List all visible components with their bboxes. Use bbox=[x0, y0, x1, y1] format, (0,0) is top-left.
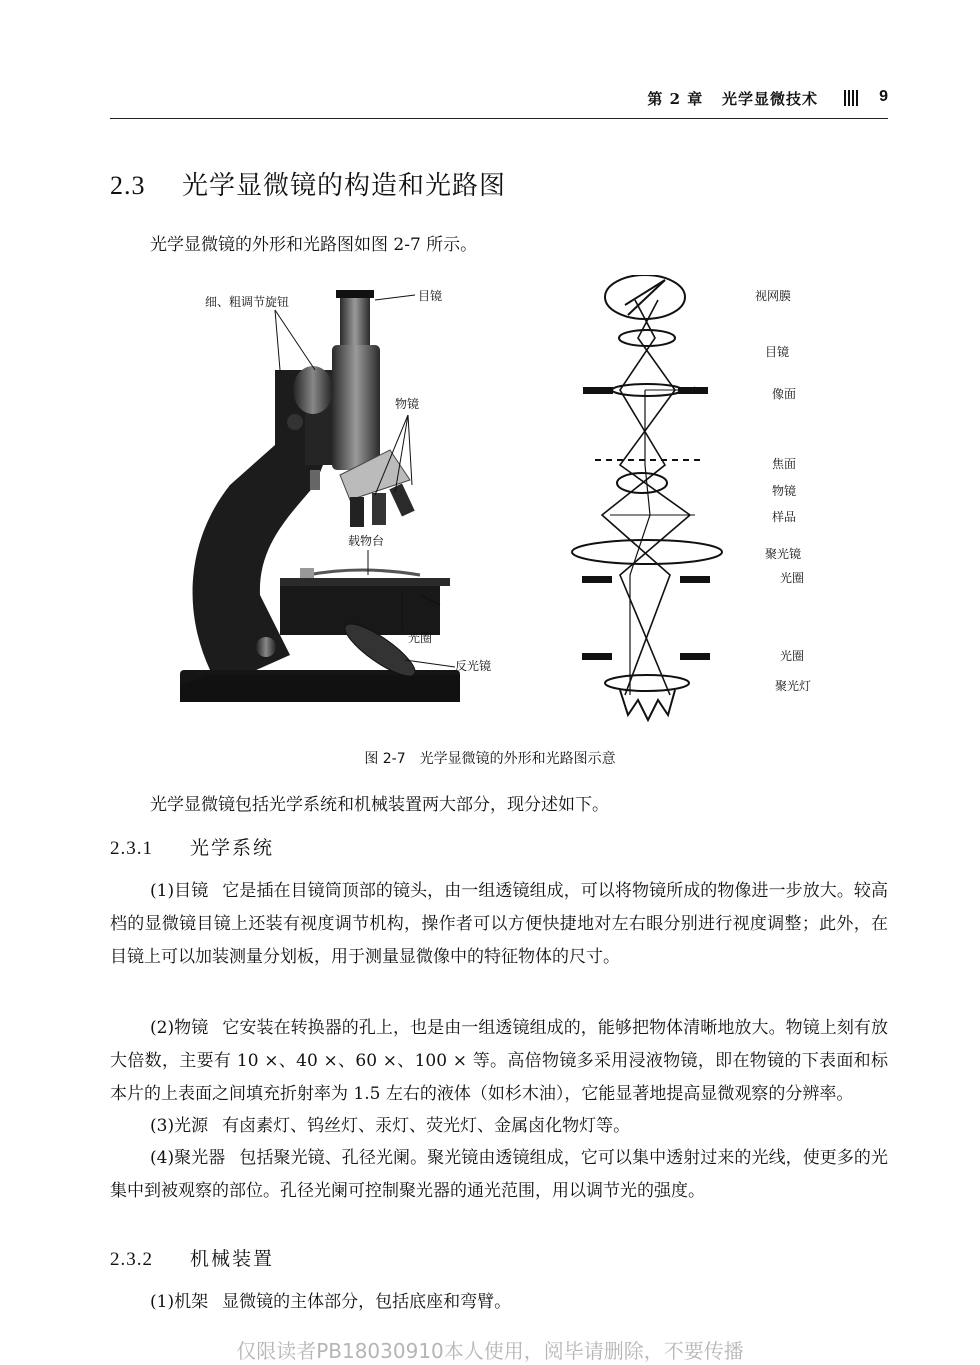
label-retina: 视网膜 bbox=[755, 289, 792, 303]
running-header bbox=[110, 88, 888, 112]
label-lamp: 聚光灯 bbox=[775, 679, 812, 693]
text-eyepiece: 它是插在目镜筒顶部的镜头，由一组透镜组成，可以将物镜所成的物像进一步放大。较高档的显微镜目镜上还装有视度调节机构，操作者可以方便快捷地对左右眼分别进行视度调整；此外，在目镜上可以加装测量分划板，用于测量显微像中的特征物体的尺寸。 bbox=[110, 881, 888, 967]
watermark: 仅限读者PB18030910本人使用，阅毕请删除，不要传播 bbox=[236, 1339, 744, 1363]
coarse-knob bbox=[293, 366, 333, 414]
label-objective: 物镜 bbox=[395, 397, 420, 411]
label-lp-objective: 物镜 bbox=[772, 484, 797, 498]
summary-paragraph: 光学显微镜包括光学系统和机械装置两大部分，现分述如下。 bbox=[150, 795, 609, 815]
figure-2-7 bbox=[150, 275, 850, 745]
eyepiece-tube bbox=[340, 290, 370, 350]
page-number: 9 bbox=[879, 88, 888, 105]
section-title: 光学显微镜的构造和光路图 bbox=[182, 171, 507, 201]
eye-retina bbox=[605, 275, 685, 319]
label-knob: 细、粗调节旋钮 bbox=[205, 295, 290, 309]
image-plane-bar-left bbox=[583, 387, 613, 394]
stage-plate bbox=[280, 578, 450, 586]
lamp-filament bbox=[620, 690, 675, 720]
objective-lens-1 bbox=[350, 497, 364, 527]
subsection-heading-2 bbox=[110, 1244, 274, 1271]
body-tube bbox=[332, 345, 380, 470]
label-image-plane: 像面 bbox=[772, 387, 797, 401]
term-light-source: (3)光源 bbox=[150, 1116, 209, 1136]
fine-knob bbox=[287, 414, 303, 430]
text-condenser: 包括聚光镜、孔径光阑。聚光镜由透镜组成，它可以集中透射过来的光线，使更多的光集中到被观察的部位。孔径光阑可控制聚光器的通光范围，用以调节光的强度。 bbox=[110, 1148, 888, 1201]
objective-lens-3 bbox=[389, 483, 414, 516]
header-chapter-number: 第 2 章 bbox=[647, 90, 704, 108]
light-path-diagram bbox=[572, 275, 811, 720]
subsection-title-1: 光学系统 bbox=[190, 837, 275, 859]
text-objective: 它安装在转换器的孔上，也是由一组透镜组成的，能够把物体清晰地放大。物镜上刻有放大倍数，主要有 10 ×、40 ×、60 ×、100 × 等。高倍物镜多采用浸液物镜，即在物镜的下表面和标本片的上表面之间填充折射率为 1.5 左右的液体（如杉木油），它能显著地提高显微观察的分辨率。 bbox=[110, 1018, 888, 1104]
lamp-lens bbox=[605, 675, 689, 691]
subsection-title-2: 机械装置 bbox=[190, 1248, 275, 1270]
term-condenser: (4)聚光器 bbox=[150, 1148, 226, 1168]
item-objective bbox=[110, 1012, 888, 1111]
caption-text: 光学显微镜的外形和光路图示意 bbox=[419, 751, 616, 767]
term-eyepiece: (1)目镜 bbox=[150, 881, 209, 901]
diaphragm-bar-right-1 bbox=[680, 576, 710, 583]
intro-paragraph: 光学显微镜的外形和光路图如图 2-7 所示。 bbox=[150, 235, 478, 255]
label-sample: 样品 bbox=[772, 510, 797, 524]
microscope-illustration bbox=[180, 288, 491, 702]
subsection-number-1: 2.3.1 bbox=[110, 838, 153, 859]
label-diaphragm-2: 光圈 bbox=[780, 649, 805, 663]
diaphragm-bar-left-1 bbox=[582, 576, 612, 583]
label-stage: 载物台 bbox=[348, 534, 385, 548]
microscope-figure bbox=[150, 275, 850, 745]
label-diaphragm-1: 光圈 bbox=[780, 571, 805, 585]
header-chapter-title: 光学显微技术 bbox=[721, 90, 818, 108]
label-focal-plane: 焦面 bbox=[772, 457, 797, 471]
label-lp-eyepiece: 目镜 bbox=[765, 345, 790, 359]
item-condenser bbox=[110, 1142, 888, 1208]
diaphragm-bar-right-2 bbox=[680, 653, 710, 660]
label-diaphragm: 光圈 bbox=[408, 631, 433, 645]
eyepiece-lens bbox=[619, 330, 675, 346]
header-bars-icon bbox=[844, 90, 858, 106]
text-frame: 显微镜的主体部分，包括底座和弯臂。 bbox=[222, 1292, 512, 1312]
header-chapter bbox=[647, 88, 818, 109]
text-light-source: 有卤素灯、钨丝灯、汞灯、荧光灯、金属卤化物灯等。 bbox=[222, 1116, 631, 1136]
section-heading bbox=[110, 165, 506, 202]
label-eyepiece: 目镜 bbox=[418, 289, 443, 303]
label-mirror: 反光镜 bbox=[455, 659, 492, 673]
subsection-heading-1 bbox=[110, 833, 274, 860]
header-rule bbox=[110, 118, 888, 119]
term-frame: (1)机架 bbox=[150, 1292, 209, 1312]
figure-caption bbox=[0, 748, 980, 768]
item-light-source bbox=[110, 1110, 888, 1143]
objective-lens-2 bbox=[372, 493, 386, 525]
item-frame bbox=[110, 1286, 888, 1319]
label-condenser: 聚光镜 bbox=[765, 547, 802, 561]
caption-number: 图 2-7 bbox=[364, 751, 406, 767]
diaphragm-bar-left-2 bbox=[582, 653, 612, 660]
subsection-number-2: 2.3.2 bbox=[110, 1249, 153, 1270]
section-number: 2.3 bbox=[110, 171, 146, 200]
term-objective: (2)物镜 bbox=[150, 1018, 209, 1038]
item-eyepiece bbox=[110, 875, 888, 974]
